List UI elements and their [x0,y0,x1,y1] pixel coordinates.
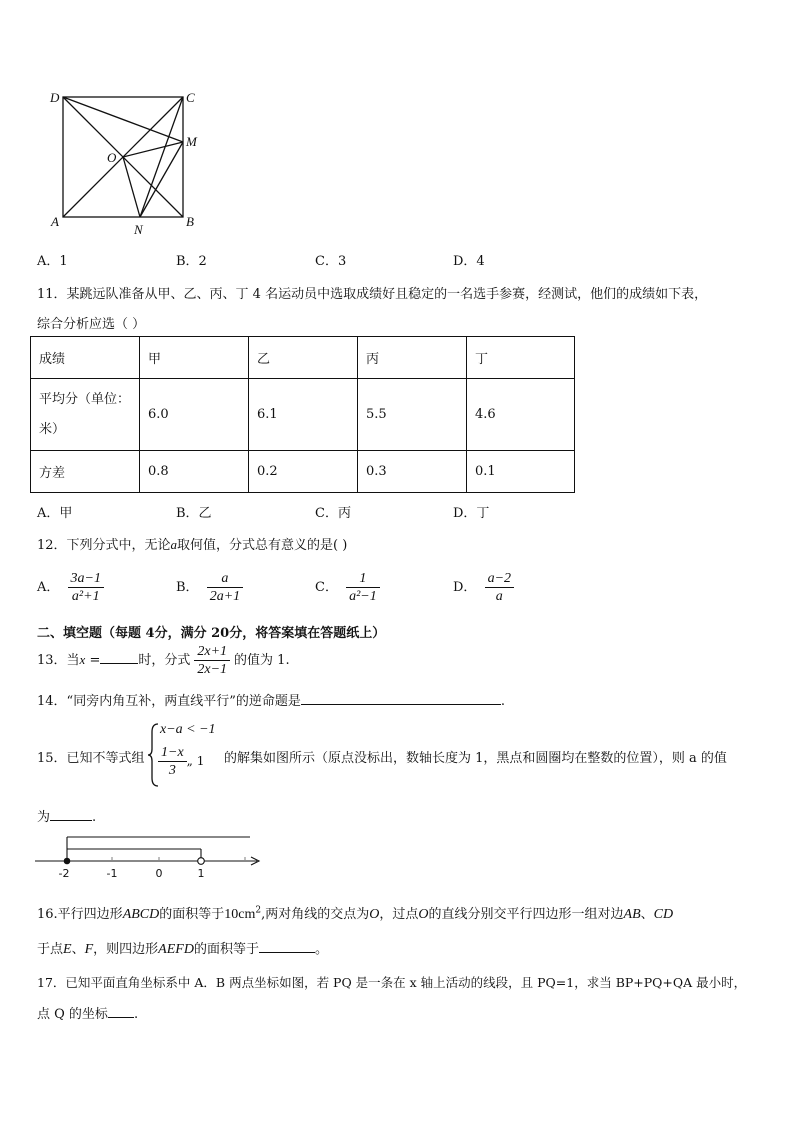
denominator: 2x−1 [197,662,228,677]
number-line [35,830,270,882]
q11-stem-line2: 综合分析应选（ ） [37,317,146,332]
fraction [207,570,243,605]
numerator: 3a−1 [68,570,104,588]
label-o: O [107,150,117,165]
label-n: N [134,222,143,237]
q16-pre: 16.平行四边形 [37,907,123,922]
q10-option-d[interactable]: D．4 [453,254,485,269]
math-o: O [369,907,380,922]
answer-blank[interactable] [259,940,315,953]
q16-line2-pre: 于点 [37,942,64,957]
table-row-label [31,379,140,451]
q16-mid2: ,两对角线的交点为 [261,907,370,922]
math-abcd: ABCD [122,907,160,922]
q12-stem-pre: 12．下列分式中，无论 [37,538,171,553]
tick-label: -1 [106,867,118,880]
table-cell: 0.8 [140,451,249,493]
fraction [158,744,187,779]
table-header-row [31,337,575,379]
option-letter: B． [176,580,199,595]
table-header-cell: 乙 [249,337,358,379]
q15-inequality-2 [158,744,204,779]
answer-blank[interactable] [301,692,501,705]
q11-option-d[interactable]: D．丁 [453,506,490,521]
table-cell: 6.1 [249,379,358,451]
option-letter: C． [315,580,338,595]
math-f: F [84,942,94,957]
math-e: E [63,942,72,957]
q15-inequality-1: x−a < −1 [160,722,216,737]
segment-om [123,142,183,157]
table-header-cell: 丁 [467,337,575,379]
q11-option-a[interactable]: A．甲 [37,506,73,521]
denominator: a²−1 [349,589,377,604]
math-ab: AB [623,907,641,922]
q15-post: 的解集如图所示（原点没标出，数轴长度为 1，黑点和圆圈均在整数的位置），则 a 的值 [224,751,727,766]
q15-end: . [92,810,97,825]
segment-dm [63,97,183,142]
q11-option-b[interactable]: B．乙 [176,506,212,521]
q13-var: x [79,652,86,667]
q16-mid3: ，过点 [379,907,419,922]
tick-label: -2 [58,867,70,880]
q16-sep: 、 [640,907,654,922]
q12-option-c[interactable] [315,570,384,605]
q13 [37,643,290,678]
math-aefd: AEFD [158,942,194,957]
q14-text: 14．“同旁内角互补，两直线平行”的逆命题是 [37,694,301,709]
q14 [37,690,505,709]
tick-label: 0 [155,867,163,880]
q10-option-a[interactable]: A．1 [37,254,68,269]
denominator: 2a+1 [209,589,241,604]
section-heading: 二、填空题（每题 4分，满分 20分，将答案填在答题纸上） [37,626,386,641]
fraction [194,643,230,678]
table-cell: 6.0 [140,379,249,451]
q12-option-a[interactable] [37,570,108,605]
math-cd: CD [653,907,674,922]
table-row [31,451,575,493]
segment-nm [140,142,183,217]
q15-line2 [37,806,96,825]
area-value: 10cm [224,907,256,922]
table-header-cell: 成绩 [31,337,140,379]
numerator: a [207,570,243,588]
q14-end: . [500,694,505,709]
table-cell: 0.3 [358,451,467,493]
row-label-line1: 平均分（单位： [39,391,131,407]
q17-line2-text: 点 Q 的坐标 [37,1007,108,1022]
q16-line2 [37,938,328,958]
fraction [346,570,380,605]
table-cell: 4.6 [467,379,575,451]
q10-option-b[interactable]: B．2 [176,254,207,269]
answer-blank[interactable] [50,808,92,821]
option-letter: A． [37,580,60,595]
row-label-line2: 米） [39,421,66,437]
label-c: C [186,90,195,105]
tick-label: 1 [197,867,205,880]
denominator: a²+1 [71,589,100,604]
q16-line2-post: 的面积等于 [193,942,259,957]
table-header-cell: 甲 [140,337,249,379]
solid-point [64,858,71,865]
q13-eq: = [85,653,101,668]
q17-line1: 17．已知平面直角坐标系中 A．B 两点坐标如图，若 PQ 是一条在 x 轴上活动的线段，且 PQ=1，求当 BP+PQ+QA 最小时， [37,975,747,990]
numerator: 1 [346,570,380,588]
area-sup: 2 [255,905,262,916]
math-o: O [418,907,429,922]
q13-pre: 13．当 [37,653,80,668]
answer-blank[interactable] [108,1005,134,1018]
q16-end: 。 [314,942,328,957]
q11-option-c[interactable]: C．丙 [315,506,351,521]
q12-option-d[interactable] [453,570,518,605]
option-letter: D． [453,580,477,595]
q12-option-b[interactable] [176,570,247,605]
q16-mid: 的面积等于 [159,907,225,922]
q15-pre: 15．已知不等式组 [37,751,145,766]
q11-score-table [30,336,575,493]
q12-stem-post: 取何值，分式总有意义的是( ) [177,538,348,553]
q16-line1 [37,903,673,923]
q16-line2-mid: ，则四边形 [93,942,159,957]
q17-line2 [37,1003,138,1022]
q15-line2-text: 为 [37,810,51,825]
open-point [198,858,205,865]
denominator: a [495,589,503,604]
q11-stem-line1: 11．某跳远队准备从甲、乙、丙、丁 4 名运动员中选取成绩好且稳定的一名选手参赛，经测试，他们的成绩如下表， [37,287,708,302]
table-row-label: 方差 [31,451,140,493]
label-d: D [50,90,60,105]
table-cell: 0.2 [249,451,358,493]
numerator: 1−x [158,744,187,762]
label-m: M [186,134,197,149]
table-row [31,379,575,451]
table-cell: 0.1 [467,451,575,493]
q15-ineq2-tail: „ 1 [186,754,205,768]
q17-end: . [133,1007,139,1022]
q10-option-c[interactable]: C．3 [315,254,347,269]
q16-mid4: 的直线分别交平行四边形一组对边 [428,907,624,922]
table-cell: 5.5 [358,379,467,451]
q16-comma: 、 [71,942,85,957]
label-a: A [51,214,59,229]
q12-var: a [170,537,178,552]
q13-mid: 时，分式 [138,653,191,668]
numerator: a−2 [485,570,514,588]
fraction [485,570,514,605]
q13-post: 的值为 1. [234,653,290,668]
answer-blank[interactable] [100,651,138,664]
q10-geometry-figure [40,85,220,240]
segment-nc [140,97,183,217]
q12-stem [37,534,347,553]
numerator: 2x+1 [194,643,230,661]
denominator: 3 [168,763,176,778]
table-header-cell: 丙 [358,337,467,379]
fraction [68,570,104,605]
label-b: B [186,214,194,229]
